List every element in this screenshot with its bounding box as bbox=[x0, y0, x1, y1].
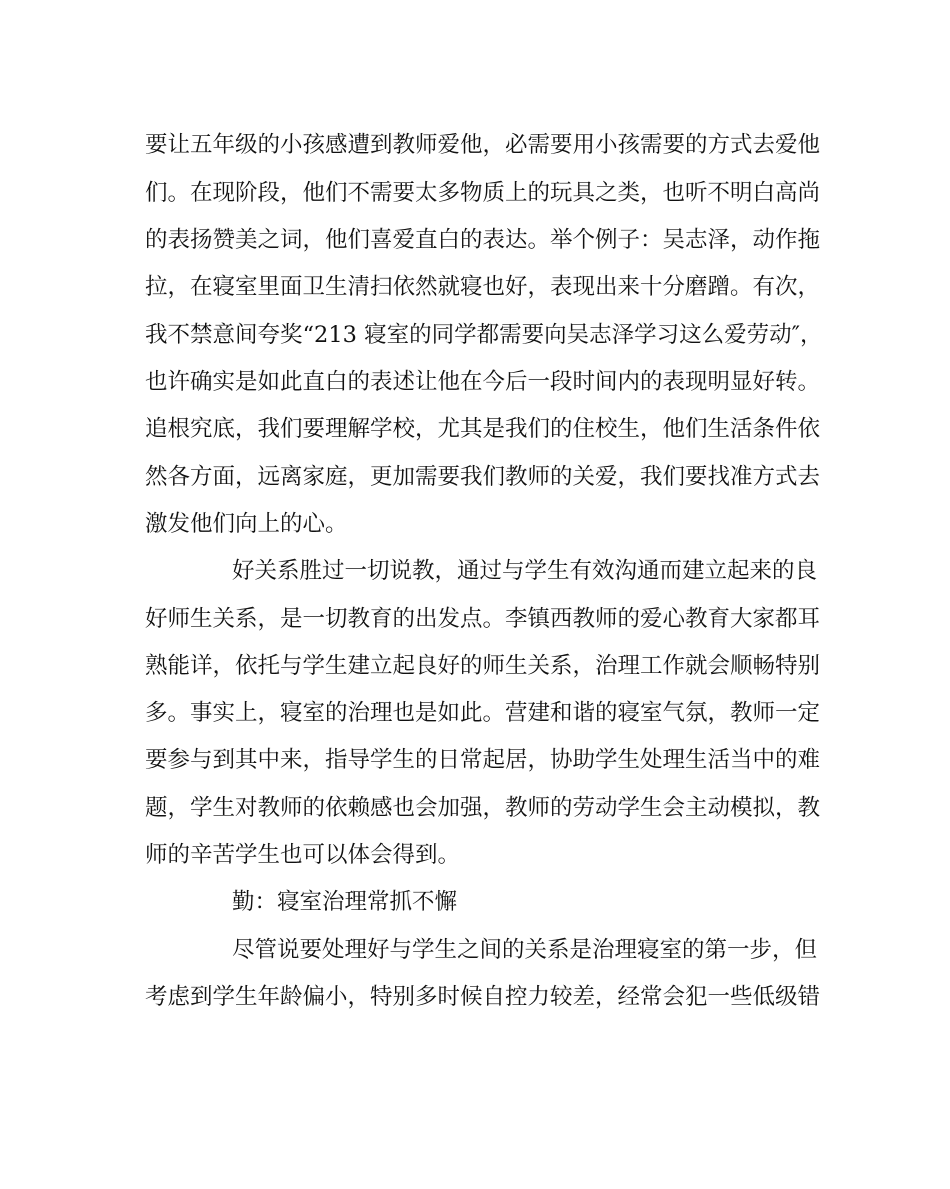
text-line: 考虑到学生年龄偏小，特别多时候自控力较差，经常会犯一些低级错 bbox=[145, 984, 821, 1010]
paragraph-first-line: 尽管说要处理好与学生之间的关系是治理寝室的第一步，但 bbox=[232, 937, 818, 963]
text-line: 追根究底，我们要理解学校，尤其是我们的住校生，他们生活条件依 bbox=[145, 416, 821, 442]
text-line: 激发他们向上的心。 bbox=[145, 511, 348, 537]
section-heading: 勤：寝室治理常抓不懈 bbox=[232, 889, 458, 915]
text-line: 的表扬赞美之词，他们喜爱直白的表达。举个例子：吴志泽，动作拖 bbox=[145, 227, 821, 253]
text-line: 题，学生对教师的依赖感也会加强，教师的劳动学生会主动模拟，教 bbox=[145, 795, 821, 821]
text-line: 要参与到其中来，指导学生的日常起居，协助学生处理生活当中的难 bbox=[145, 747, 821, 773]
text-line: 拉，在寝室里面卫生清扫依然就寝也好，表现出来十分磨蹭。有次， bbox=[145, 274, 821, 300]
text-line: 熟能详，依托与学生建立起良好的师生关系，治理工作就会顺畅特别 bbox=[145, 653, 821, 679]
text-line: 也许确实是如此直白的表述让他在今后一段时间内的表现明显好转。 bbox=[145, 369, 821, 395]
text-line: 们。在现阶段，他们不需要太多物质上的玩具之类，也听不明白高尚 bbox=[145, 180, 821, 206]
text-line: 师的辛苦学生也可以体会得到。 bbox=[145, 842, 461, 868]
text-line: 我不禁意间夸奖“213 寝室的同学都需要向吴志泽学习这么爱劳动″， bbox=[145, 322, 823, 348]
text-line: 多。事实上，寝室的治理也是如此。营建和谐的寝室气氛，教师一定 bbox=[145, 700, 821, 726]
text-line: 要让五年级的小孩感遭到教师爱他，必需要用小孩需要的方式去爱他 bbox=[145, 132, 821, 158]
text-line: 然各方面，远离家庭，更加需要我们教师的关爱，我们要找准方式去 bbox=[145, 464, 821, 490]
paragraph-first-line: 好关系胜过一切说教，通过与学生有效沟通而建立起来的良 bbox=[232, 558, 818, 584]
text-line: 好师生关系，是一切教育的出发点。李镇西教师的爱心教育大家都耳 bbox=[145, 606, 821, 632]
